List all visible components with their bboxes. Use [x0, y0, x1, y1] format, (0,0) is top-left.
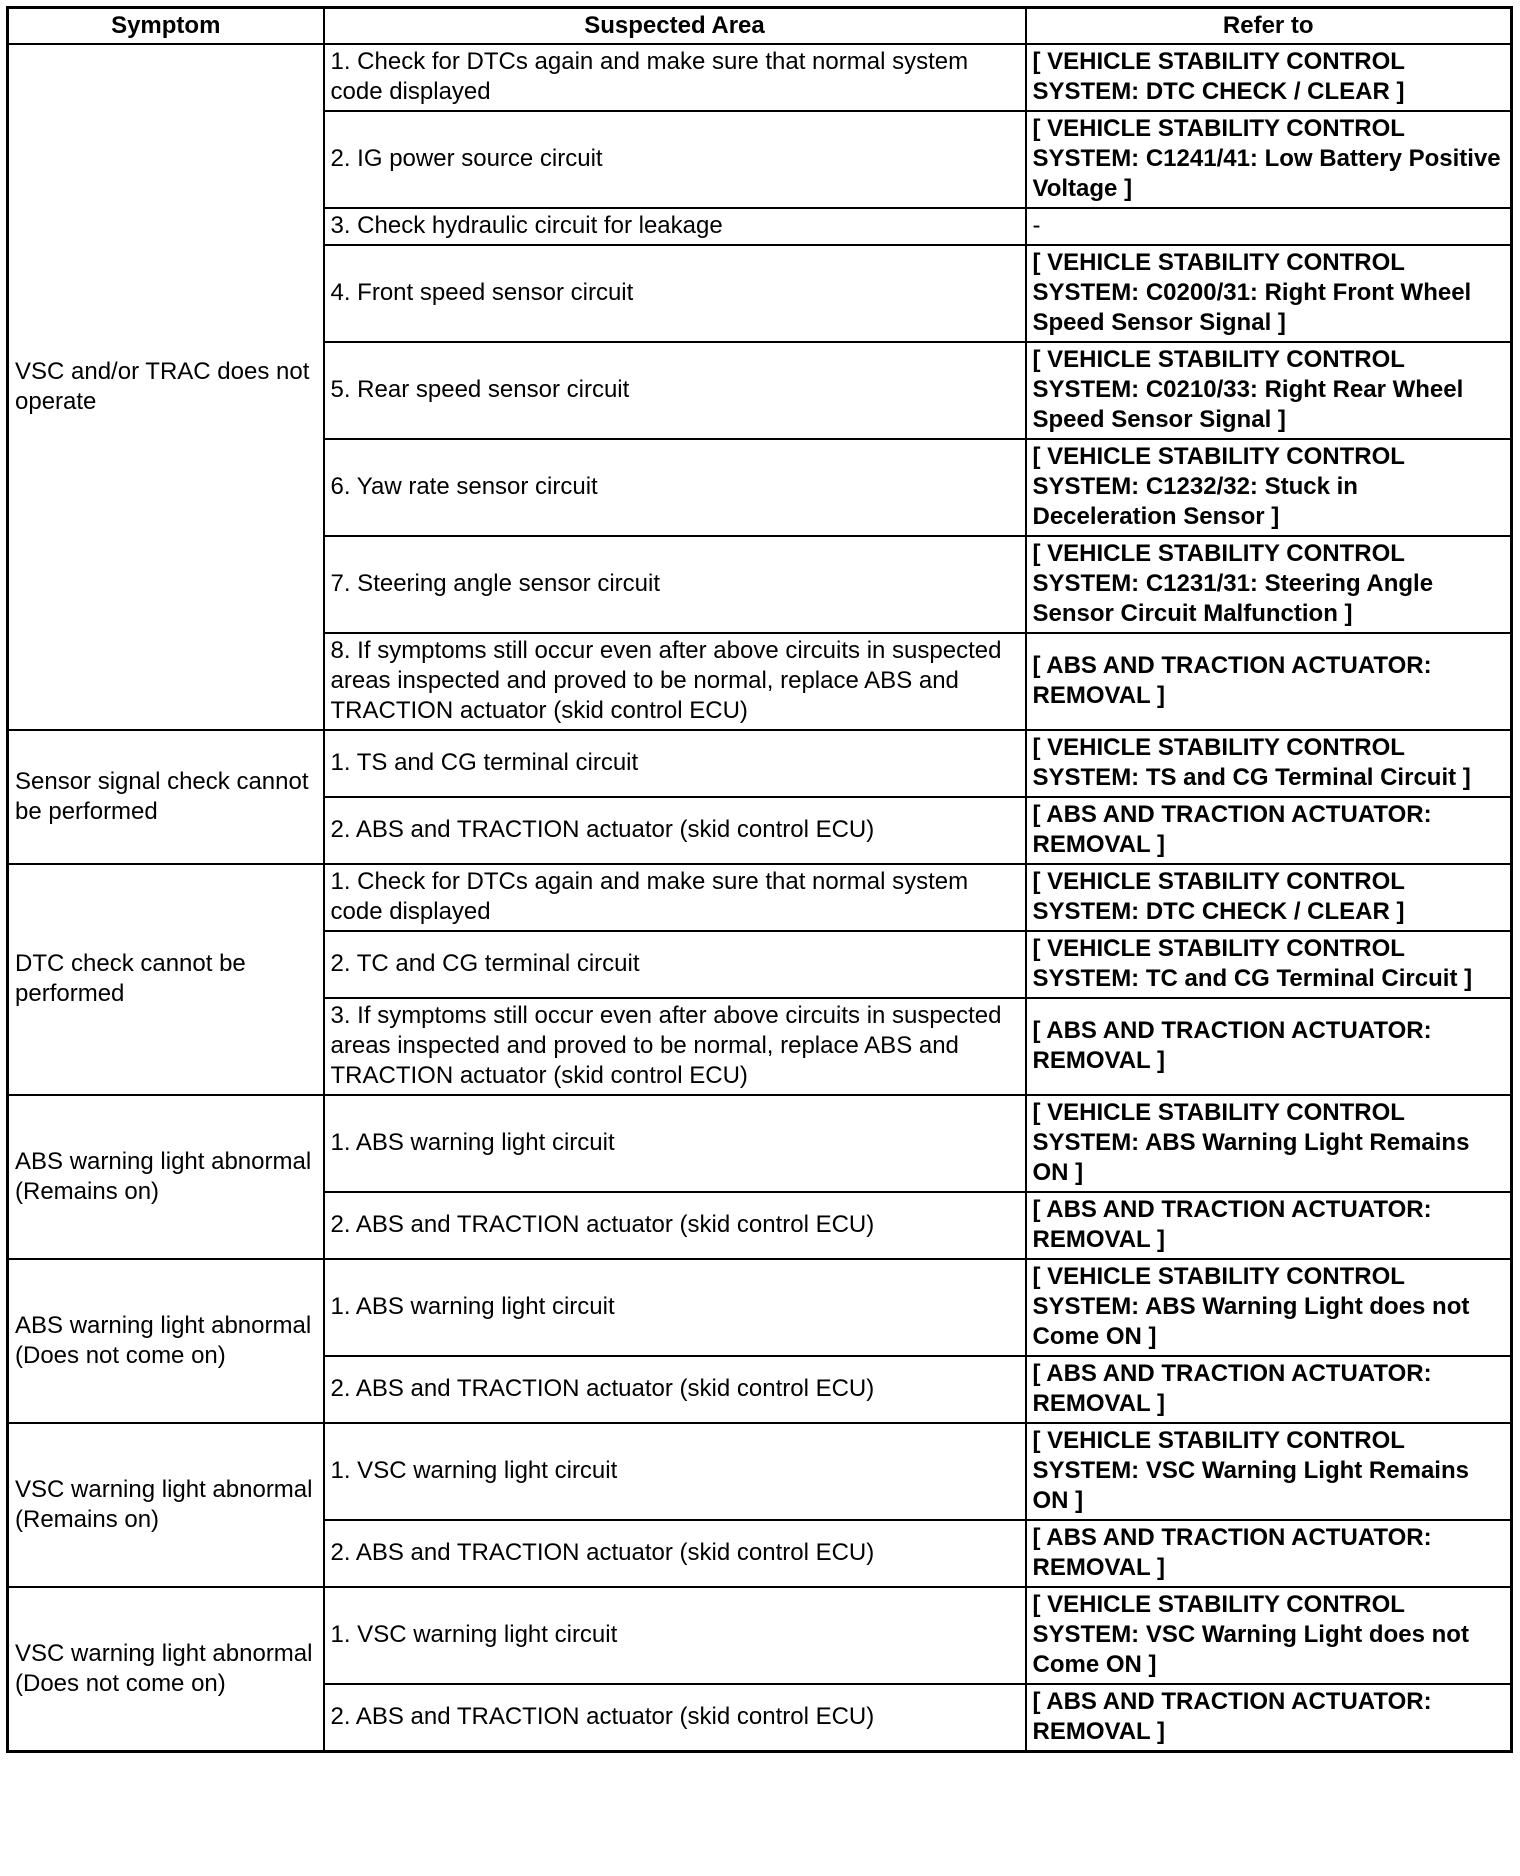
suspected-area-cell: 1. TS and CG terminal circuit: [324, 730, 1026, 797]
suspected-area-cell: 5. Rear speed sensor circuit: [324, 342, 1026, 439]
refer-to-link[interactable]: [ ABS AND TRACTION ACTUATOR: REMOVAL ]: [1026, 1684, 1512, 1752]
suspected-area-cell: 3. Check hydraulic circuit for leakage: [324, 208, 1026, 245]
suspected-area-cell: 2. ABS and TRACTION actuator (skid control ECU): [324, 1684, 1026, 1752]
refer-to-link[interactable]: [ VEHICLE STABILITY CONTROL SYSTEM: C1241/41: Low Battery Positive Voltage ]: [1026, 111, 1512, 208]
suspected-area-cell: 1. VSC warning light circuit: [324, 1587, 1026, 1684]
refer-to-link[interactable]: [ VEHICLE STABILITY CONTROL SYSTEM: DTC CHECK / CLEAR ]: [1026, 44, 1512, 111]
table-row: [8, 864, 1512, 931]
header-refer-to: Refer to: [1026, 8, 1512, 45]
table-row: [8, 730, 1512, 797]
refer-to-link[interactable]: [ ABS AND TRACTION ACTUATOR: REMOVAL ]: [1026, 1192, 1512, 1259]
suspected-area-cell: 1. ABS warning light circuit: [324, 1259, 1026, 1356]
suspected-area-cell: 1. Check for DTCs again and make sure that normal system code displayed: [324, 864, 1026, 931]
refer-to-link[interactable]: [ VEHICLE STABILITY CONTROL SYSTEM: TS and CG Terminal Circuit ]: [1026, 730, 1512, 797]
suspected-area-cell: 1. ABS warning light circuit: [324, 1095, 1026, 1192]
suspected-area-cell: 1. VSC warning light circuit: [324, 1423, 1026, 1520]
symptom-cell: VSC warning light abnormal (Does not come on): [8, 1587, 324, 1752]
symptom-cell: Sensor signal check cannot be performed: [8, 730, 324, 864]
suspected-area-cell: 7. Steering angle sensor circuit: [324, 536, 1026, 633]
symptom-table: [6, 6, 1513, 1753]
symptom-cell: ABS warning light abnormal (Does not come on): [8, 1259, 324, 1423]
refer-to-link[interactable]: [ ABS AND TRACTION ACTUATOR: REMOVAL ]: [1026, 1520, 1512, 1587]
refer-to-link[interactable]: [ ABS AND TRACTION ACTUATOR: REMOVAL ]: [1026, 998, 1512, 1095]
suspected-area-cell: 8. If symptoms still occur even after above circuits in suspected areas inspected and proved to be normal, replace ABS and TRACTION actuator (skid control ECU): [324, 633, 1026, 730]
header-symptom: Symptom: [8, 8, 324, 45]
refer-to-link[interactable]: [ VEHICLE STABILITY CONTROL SYSTEM: VSC Warning Light Remains ON ]: [1026, 1423, 1512, 1520]
header-suspected-area: Suspected Area: [324, 8, 1026, 45]
refer-to-link[interactable]: [ VEHICLE STABILITY CONTROL SYSTEM: C1231/31: Steering Angle Sensor Circuit Malfunction ]: [1026, 536, 1512, 633]
refer-to-link[interactable]: [ ABS AND TRACTION ACTUATOR: REMOVAL ]: [1026, 633, 1512, 730]
table-row: [8, 1259, 1512, 1356]
symptom-cell: VSC warning light abnormal (Remains on): [8, 1423, 324, 1587]
table-row: [8, 1095, 1512, 1192]
suspected-area-cell: 1. Check for DTCs again and make sure that normal system code displayed: [324, 44, 1026, 111]
table-row: [8, 44, 1512, 111]
refer-to-link[interactable]: [ VEHICLE STABILITY CONTROL SYSTEM: DTC CHECK / CLEAR ]: [1026, 864, 1512, 931]
table-row: [8, 1587, 1512, 1684]
suspected-area-cell: 6. Yaw rate sensor circuit: [324, 439, 1026, 536]
refer-to-link[interactable]: [ VEHICLE STABILITY CONTROL SYSTEM: C1232/32: Stuck in Deceleration Sensor ]: [1026, 439, 1512, 536]
refer-to-link[interactable]: [ VEHICLE STABILITY CONTROL SYSTEM: TC and CG Terminal Circuit ]: [1026, 931, 1512, 998]
suspected-area-cell: 4. Front speed sensor circuit: [324, 245, 1026, 342]
refer-to-link[interactable]: [ VEHICLE STABILITY CONTROL SYSTEM: VSC Warning Light does not Come ON ]: [1026, 1587, 1512, 1684]
refer-to-link[interactable]: [ ABS AND TRACTION ACTUATOR: REMOVAL ]: [1026, 1356, 1512, 1423]
suspected-area-cell: 2. ABS and TRACTION actuator (skid control ECU): [324, 797, 1026, 864]
table-row: [8, 1423, 1512, 1520]
refer-to-link[interactable]: [ VEHICLE STABILITY CONTROL SYSTEM: C0210/33: Right Rear Wheel Speed Sensor Signal ]: [1026, 342, 1512, 439]
suspected-area-cell: 3. If symptoms still occur even after above circuits in suspected areas inspected and proved to be normal, replace ABS and TRACTION actuator (skid control ECU): [324, 998, 1026, 1095]
suspected-area-cell: 2. IG power source circuit: [324, 111, 1026, 208]
refer-to-link[interactable]: [ ABS AND TRACTION ACTUATOR: REMOVAL ]: [1026, 797, 1512, 864]
symptom-cell: ABS warning light abnormal (Remains on): [8, 1095, 324, 1259]
refer-to-cell: -: [1026, 208, 1512, 245]
suspected-area-cell: 2. ABS and TRACTION actuator (skid control ECU): [324, 1356, 1026, 1423]
symptom-cell: DTC check cannot be performed: [8, 864, 324, 1095]
symptom-cell: VSC and/or TRAC does not operate: [8, 44, 324, 730]
refer-to-link[interactable]: [ VEHICLE STABILITY CONTROL SYSTEM: ABS Warning Light Remains ON ]: [1026, 1095, 1512, 1192]
header-row: [8, 8, 1512, 45]
suspected-area-cell: 2. ABS and TRACTION actuator (skid control ECU): [324, 1192, 1026, 1259]
suspected-area-cell: 2. TC and CG terminal circuit: [324, 931, 1026, 998]
refer-to-link[interactable]: [ VEHICLE STABILITY CONTROL SYSTEM: C0200/31: Right Front Wheel Speed Sensor Signal ]: [1026, 245, 1512, 342]
suspected-area-cell: 2. ABS and TRACTION actuator (skid control ECU): [324, 1520, 1026, 1587]
refer-to-link[interactable]: [ VEHICLE STABILITY CONTROL SYSTEM: ABS Warning Light does not Come ON ]: [1026, 1259, 1512, 1356]
